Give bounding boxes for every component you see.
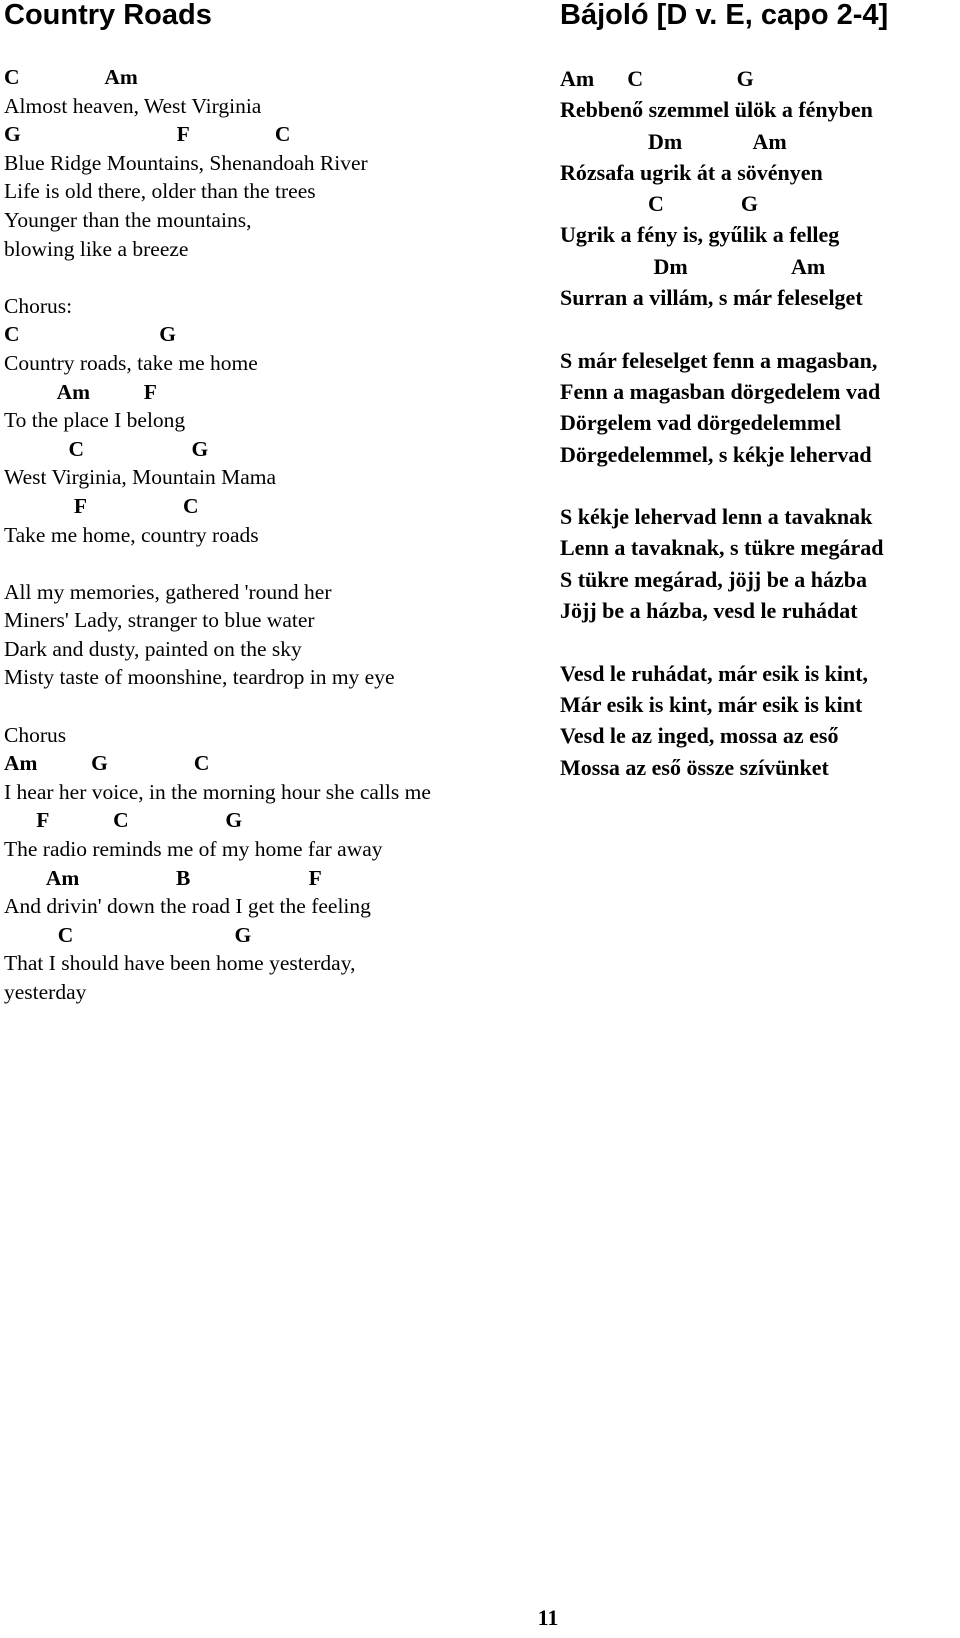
chord-line: F C [4,493,199,518]
lyric-line: Dörgedelemmel, s kékje lehervad [560,441,872,467]
lyric-line: S tükre megárad, jöjj be a házba [560,566,867,592]
chord-line: G F C [4,122,291,147]
chord-line: Dm Am [560,253,826,279]
song-country-roads [4,0,544,1007]
lyric-line: Dark and dusty, painted on the sky [4,636,302,661]
lyric-line: Mossa az eső össze szívünket [560,754,829,780]
lyric-line: All my memories, gathered 'round her [4,579,332,604]
lyric-line: Lenn a tavaknak, s tükre megárad [560,535,884,561]
lyric-line: Miners' Lady, stranger to blue water [4,608,315,633]
chord-line: C G [4,922,252,947]
chord-line: C Am [4,65,138,89]
lyric-line: S már feleselget fenn a magasban, [560,347,878,373]
chord-line: C G [4,322,176,347]
lyric-line: Rózsafa ugrik át a sövényen [560,159,823,185]
chord-line: Am F [4,379,157,404]
lyric-line: That I should have been home yesterday, [4,951,356,976]
chord-line: F C G [4,808,243,833]
song-bajolo [560,0,956,783]
page-number: 11 [537,1605,559,1630]
chord-line: Am C G [560,66,754,91]
section-label: Chorus [4,722,67,747]
lyric-line: Dörgelem vad dörgedelemmel [560,410,842,436]
lyric-line: yesterday [4,980,87,1004]
section-label: Chorus: [4,293,73,318]
lyric-line: Blue Ridge Mountains, Shenandoah River [4,150,368,175]
lyric-line: Country roads, take me home [4,350,258,375]
lyric-line: I hear her voice, in the morning hour she calls me [4,779,431,804]
lyric-line: Ugrik a fény is, gyűlik a felleg [560,222,840,248]
song-title: Bájoló [D v. E, capo 2-4] [560,0,889,31]
lyric-line: Almost heaven, West Virginia [4,93,262,118]
lyric-line: Rebbenő szemmel ülök a fényben [560,97,873,123]
chord-line: Dm Am [560,128,787,154]
chord-line: C G [560,191,758,217]
song-title: Country Roads [4,0,212,31]
lyric-line: Surran a villám, s már feleselget [560,285,863,311]
lyric-line: And drivin' down the road I get the feeling [4,894,371,919]
lyric-line: West Virginia, Mountain Mama [4,465,277,490]
lyric-line: Vesd le az inged, mossa az eső [560,723,839,749]
chord-line: Am G C [4,751,210,776]
lyric-line: To the place I belong [4,408,186,433]
lyric-line: Misty taste of moonshine, teardrop in my eye [4,665,395,690]
chord-line: C G [4,436,209,461]
lyric-line: Jöjj be a házba, vesd le ruhádat [560,598,858,624]
lyric-line: Fenn a magasban dörgedelem vad [560,378,881,404]
lyric-line: S kékje lehervad lenn a tavaknak [560,504,873,530]
lyric-line: Life is old there, older than the trees [4,179,316,204]
lyric-line: blowing like a breeze [4,236,189,261]
lyric-line: Vesd le ruhádat, már esik is kint, [560,660,869,686]
lyric-line: Már esik is kint, már esik is kint [560,691,863,717]
lyric-line: Take me home, country roads [4,522,259,547]
chord-line: Am B F [4,865,322,890]
lyric-line: Younger than the mountains, [4,207,252,232]
lyric-line: The radio reminds me of my home far away [4,837,383,862]
